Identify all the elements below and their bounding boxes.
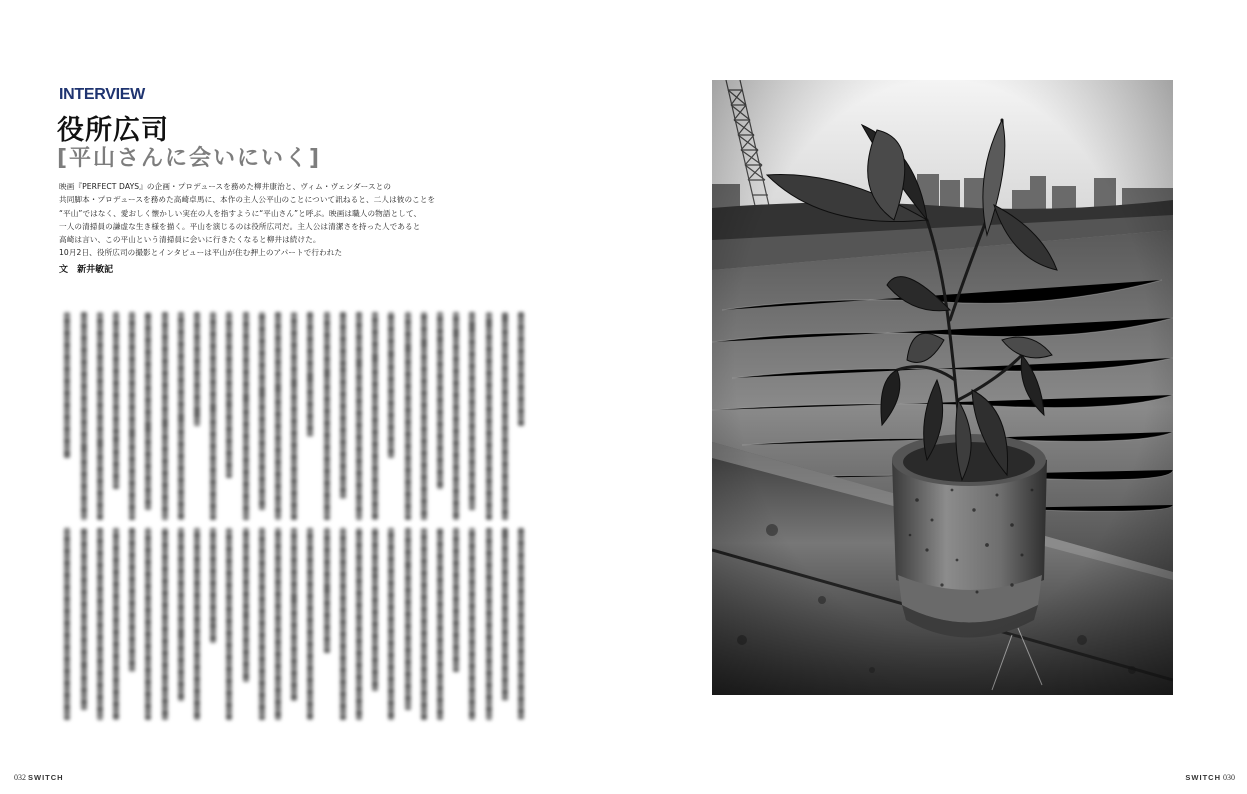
blurred-text-column (486, 528, 492, 720)
blurred-text-column (356, 312, 362, 520)
blurred-text-column (64, 528, 70, 720)
folio-right (1185, 773, 1235, 782)
blurred-text-column (518, 528, 524, 720)
blurred-text-column (145, 528, 151, 720)
blurred-text-column (518, 312, 524, 426)
blurred-text-column (64, 312, 70, 458)
blurred-text-column (340, 312, 346, 499)
lead-paragraph (59, 180, 436, 260)
blurred-text-column (324, 528, 330, 653)
plant-photo (712, 80, 1173, 695)
blurred-text-column (129, 528, 135, 672)
blurred-text-column (162, 528, 168, 720)
blurred-text-column (97, 528, 103, 720)
blurred-text-column (243, 528, 249, 682)
blurred-text-column (340, 528, 346, 720)
blurred-text-column (388, 312, 394, 458)
blurred-text-column (259, 312, 265, 510)
blurred-text-column (162, 312, 168, 520)
magazine-name: SWITCH (28, 773, 64, 782)
blurred-text-column (453, 312, 459, 520)
blurred-text-column (243, 312, 249, 520)
lead-line: 10月2日、役所広司の撮影とインタビューは平山が住む押上のアパートで行われた (59, 248, 343, 258)
blurred-text-column (210, 528, 216, 643)
article-title: 役所広司 (57, 115, 169, 146)
blurred-text-column (194, 528, 200, 720)
blurred-text-column (405, 528, 411, 710)
blurred-text-column (502, 528, 508, 701)
section-kicker: INTERVIEW (59, 86, 145, 103)
byline (59, 262, 113, 275)
folio-left (14, 773, 64, 782)
blurred-text-column (210, 312, 216, 520)
byline-label: 文 (59, 265, 69, 275)
blurred-text-column (405, 312, 411, 520)
lead-line: 映画『PERFECT DAYS』の企画・プロデュースを務めた柳井康治と、ヴィム・ヴェンダースとの (59, 182, 392, 191)
blurred-text-column (275, 312, 281, 520)
byline-author: 新井敏記 (77, 265, 114, 275)
lead-line: 共同脚本・プロデュースを務めた高崎卓馬に、本作の主人公平山のことについて訊ねると、二人は彼のことを (59, 195, 436, 205)
blurred-text-column (178, 528, 184, 701)
blurred-text-column (486, 312, 492, 520)
blurred-text-column (437, 312, 443, 489)
blurred-text-column (81, 312, 87, 520)
blurred-text-column (421, 312, 427, 520)
blurred-text-column (502, 312, 508, 520)
page-number: 030 (1223, 773, 1235, 782)
blurred-text-column (81, 528, 87, 710)
lead-line: “平山”ではなく、愛おしく懐かしい実在の人を指すように“平山さん”と呼ぶ。映画は職人の物語として、 (59, 208, 422, 218)
blurred-text-column (324, 312, 330, 520)
blurred-text-column (356, 528, 362, 720)
body-text-upper-blurred (58, 312, 528, 520)
blurred-text-column (129, 312, 135, 520)
blurred-text-column (469, 312, 475, 510)
photo-illustration (712, 80, 1173, 695)
lead-line: 高崎は言い、この平山という清掃員に会いに行きたくなると柳井は続けた。 (59, 235, 321, 245)
blurred-text-column (97, 312, 103, 520)
page-number: 032 (14, 773, 26, 782)
blurred-text-column (307, 528, 313, 720)
blurred-text-column (226, 528, 232, 720)
blurred-text-column (291, 312, 297, 520)
blurred-text-column (372, 312, 378, 520)
blurred-text-column (291, 528, 297, 701)
article-subtitle: [平山さんに会いにいく] (57, 146, 322, 171)
blurred-text-column (421, 528, 427, 720)
body-text-lower-blurred (58, 528, 528, 720)
blurred-text-column (145, 312, 151, 510)
blurred-text-column (178, 312, 184, 520)
blurred-text-column (372, 528, 378, 691)
blurred-text-column (307, 312, 313, 437)
blurred-text-column (275, 528, 281, 720)
blurred-text-column (453, 528, 459, 672)
blurred-text-column (226, 312, 232, 478)
blurred-text-column (113, 528, 119, 720)
blurred-text-column (469, 528, 475, 720)
magazine-name: SWITCH (1185, 773, 1221, 782)
blurred-text-column (194, 312, 200, 426)
blurred-text-column (259, 528, 265, 720)
blurred-text-column (437, 528, 443, 720)
blurred-text-column (388, 528, 394, 720)
lead-line: 一人の清掃員の謙虚な生き様を描く。平山を演じるのは役所広司だ。主人公は清潔さを持った人であると (59, 221, 421, 231)
blurred-text-column (113, 312, 119, 489)
